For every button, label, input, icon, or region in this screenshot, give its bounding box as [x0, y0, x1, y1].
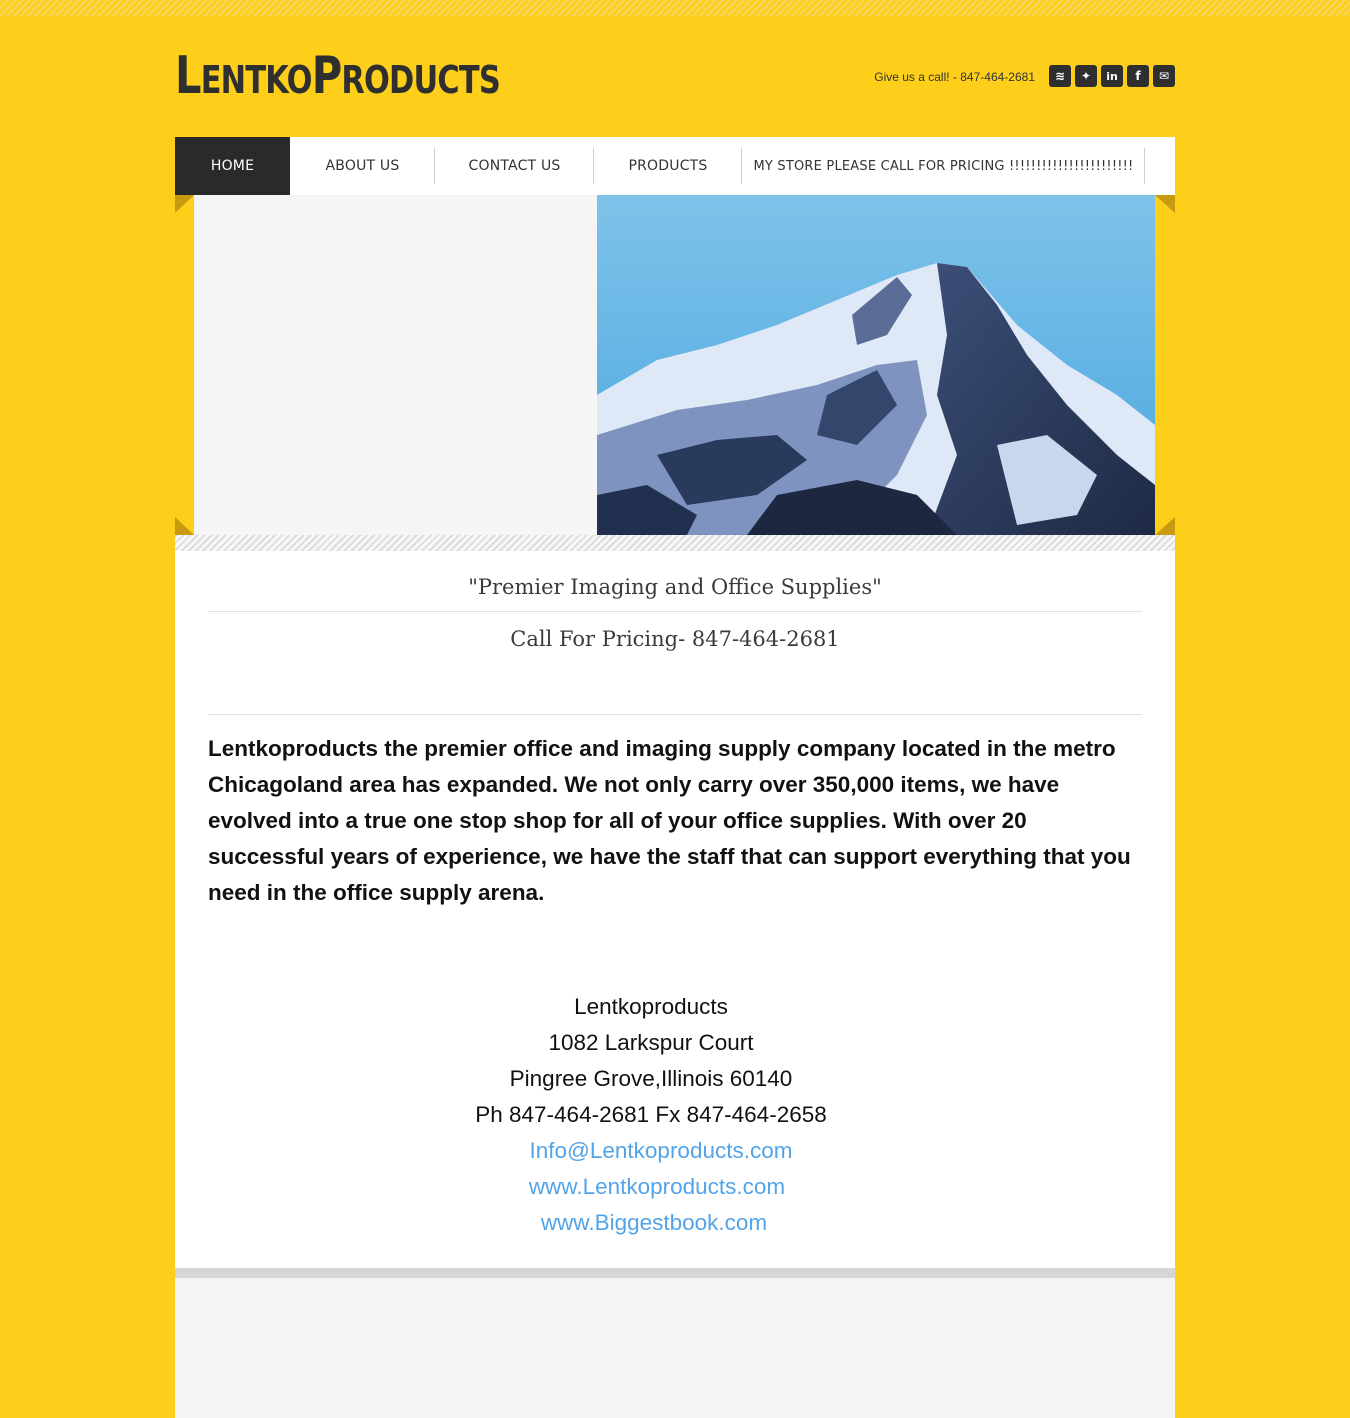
company-name: Lentkoproducts: [574, 994, 728, 1019]
city-state-zip: Pingree Grove,Illinois 60140: [509, 1066, 793, 1091]
divider-line: [208, 611, 1142, 612]
tagline-heading: "Premier Imaging and Office Supplies": [468, 575, 882, 599]
main-nav: [175, 137, 1175, 195]
intro-paragraph: Lentkoproducts the premier office and imaging supply company located in the metro Chicagoland area has expanded. We not only carry over 350,000 items, we have evolved into a true one stop shop for all of your office supplies. With over 20 successful years of experience, we have the staff that can support everything that you need in the office supply arena.: [208, 736, 1131, 905]
facebook-icon[interactable]: f: [1127, 65, 1149, 87]
nav-my-store[interactable]: MY STORE PLEASE CALL FOR PRICING !!!!!!!!!!!!!!!!!!!!!!!: [742, 137, 1145, 195]
footer: [175, 1278, 1175, 1418]
divider-line: [208, 714, 1142, 715]
footer-divider: [175, 1268, 1175, 1278]
main-content: [175, 551, 1175, 1268]
mountain-image: [597, 195, 1155, 535]
banner-corner-bottom-right: [1155, 517, 1175, 535]
site-logo[interactable]: LENTKOPRODUCTS: [175, 46, 500, 106]
banner-corner-top-right: [1155, 195, 1175, 213]
nav-products[interactable]: PRODUCTS: [594, 137, 742, 195]
nav-contact-us[interactable]: CONTACT US: [435, 137, 594, 195]
banner-text-panel: [194, 195, 597, 535]
hero-banner: [175, 195, 1175, 535]
mountain-illustration: [597, 195, 1155, 535]
divider-stripe: [175, 535, 1175, 551]
banner-corner-top-left: [175, 195, 194, 213]
twitter-icon[interactable]: ✦: [1075, 65, 1097, 87]
rss-icon[interactable]: ≋: [1049, 65, 1071, 87]
nav-home[interactable]: HOME: [175, 137, 290, 195]
email-icon[interactable]: ✉: [1153, 65, 1175, 87]
biggestbook-link[interactable]: www.Biggestbook.com: [540, 1210, 768, 1235]
phone-callout: Give us a call! - 847-464-2681: [874, 70, 1035, 84]
pricing-heading: Call For Pricing- 847-464-2681: [510, 627, 840, 651]
phone-fax: Ph 847-464-2681 Fx 847-464-2658: [475, 1102, 827, 1127]
social-links: [1049, 65, 1175, 87]
website-link[interactable]: www.Lentkoproducts.com: [528, 1174, 786, 1199]
top-stripe: [0, 0, 1350, 16]
email-link[interactable]: Info@Lentkoproducts.com: [529, 1138, 793, 1163]
nav-about-us[interactable]: ABOUT US: [290, 137, 435, 195]
street-address: 1082 Larkspur Court: [548, 1030, 754, 1055]
banner-corner-bottom-left: [175, 517, 194, 535]
linkedin-icon[interactable]: in: [1101, 65, 1123, 87]
address-block: [175, 989, 1127, 1241]
